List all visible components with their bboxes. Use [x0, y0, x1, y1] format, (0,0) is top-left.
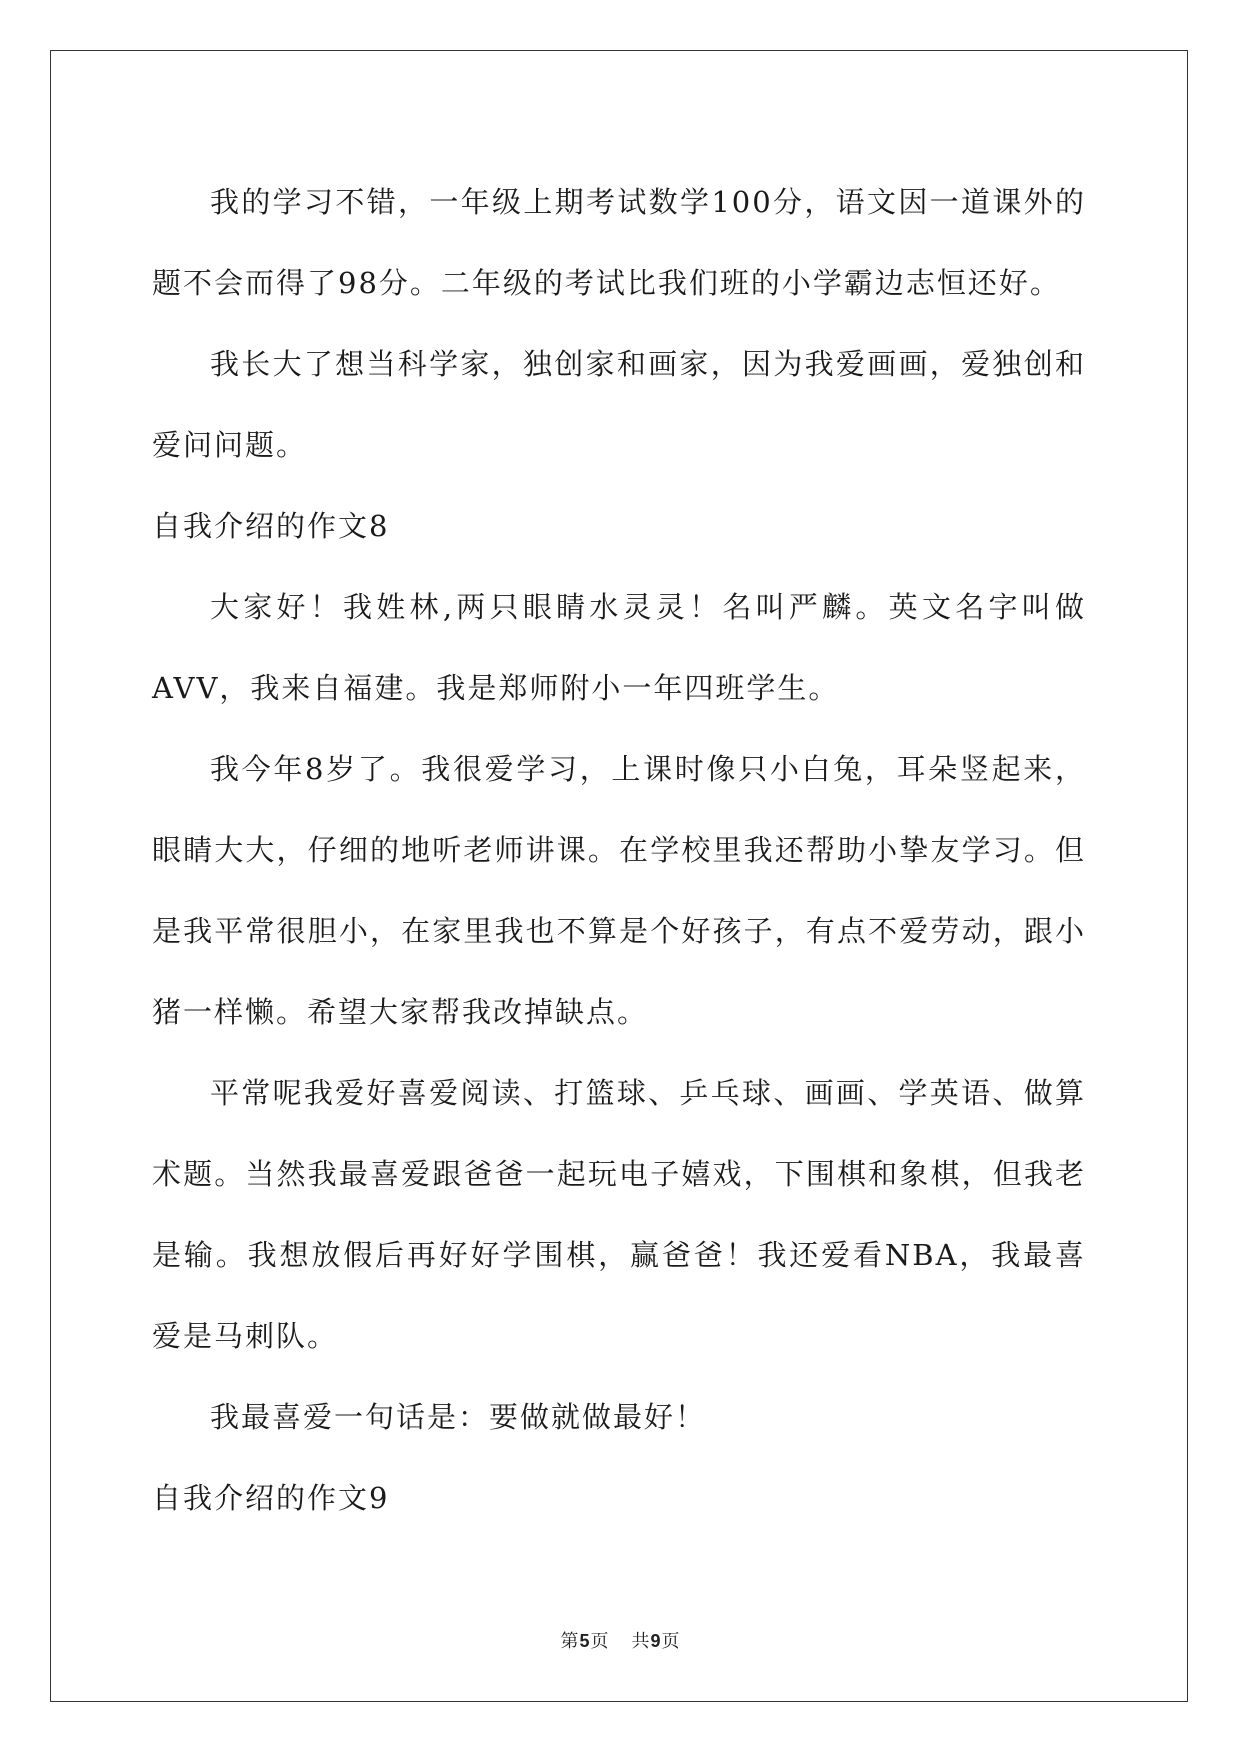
paragraph: 平常呢我爱好喜爱阅读、打篮球、乒乓球、画画、学英语、做算术题。当然我最喜爱跟爸爸一起玩电子嬉戏，下围棋和象棋，但我老是输。我想放假后再好好学围棋，赢爸爸！我还爱看NBA，我最喜爱是马刺队。: [152, 1076, 1086, 1353]
page-footer: [0, 1627, 1241, 1653]
paragraph: 大家好！我姓林,两只眼睛水灵灵！名叫严麟。英文名字叫做AVV，我来自福建。我是郑师附小一年四班学生。: [152, 590, 1086, 705]
paragraph: 我的学习不错，一年级上期考试数学100分，语文因一道课外的题不会而得了98分。二年级的考试比我们班的小学霸边志恒还好。: [152, 185, 1086, 300]
document-body: [152, 162, 1086, 1539]
footer-prefix: 第: [560, 1631, 580, 1652]
paragraph: 我长大了想当科学家，独创家和画家，因为我爱画画，爱独创和爱问问题。: [152, 347, 1086, 462]
total-page-number: 9: [650, 1631, 662, 1651]
footer-page-unit: 页: [590, 1631, 610, 1652]
current-page-number: 5: [579, 1631, 591, 1651]
footer-total-unit: 页: [661, 1631, 681, 1652]
paragraph: 我最喜爱一句话是：要做就做最好！: [210, 1400, 707, 1434]
section-heading: 自我介绍的作文9: [152, 1481, 390, 1515]
footer-total-prefix: 共: [631, 1631, 651, 1652]
paragraph: 我今年8岁了。我很爱学习，上课时像只小白兔，耳朵竖起来，眼睛大大，仔细的地听老师讲课。在学校里我还帮助小挚友学习。但是我平常很胆小，在家里我也不算是个好孩子，有点不爱劳动，跟小猪一样懒。希望大家帮我改掉缺点。: [152, 752, 1086, 1029]
section-heading: 自我介绍的作文8: [152, 509, 390, 543]
